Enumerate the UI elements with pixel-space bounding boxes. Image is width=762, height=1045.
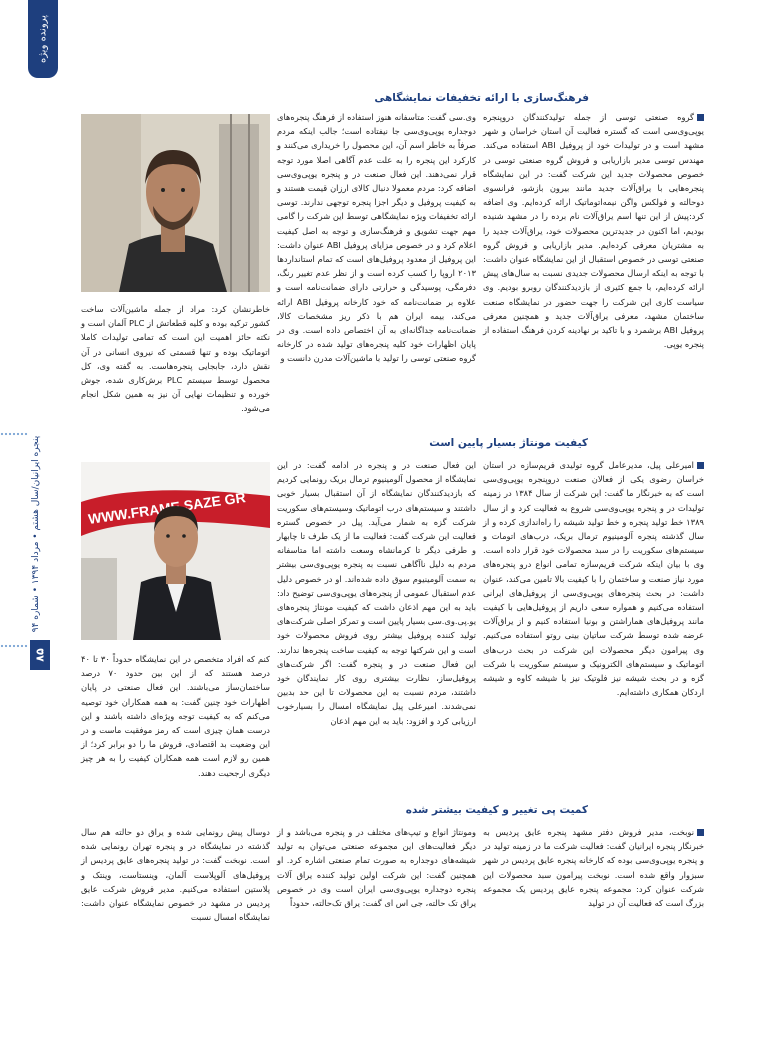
bullet-square-icon [697, 829, 704, 836]
paragraph: خاطرنشان کرد: مراد از جمله ماشین‌آلات ساخت کشور ترکیه بوده و کلیه قطعاتش از PLC آلمان است و نکته حائز اهمیت این است که تمامی تولیدات کاملا اتوماتیک بوده و تنها قسمتی که نیروی انسانی در آن نقش دارد، جابجایی پنجره‌هاست. به گفته وی، کل محصول توسط سیستم PLC برش‌کاری شده، جوش خورده و تنظیمات نهایی آن نیز به همین شکل انجام می‌شود. [81, 304, 271, 414]
section-tab-label: پرونده ویژه [37, 15, 49, 63]
paragraph: امیرعلی پیل، مدیرعامل گروه تولیدی فریم‌سازه در استان خراسان رضوی یکی از فعالان صنعت درو‌پنجره یوپی‌وی‌سی است که به خبرنگار ما گفت: این شرکت از سال ۱۳۸۴ در زمینه تولیدات در و پنجره یوپی‌وی‌سی شروع به فعالیت کرد و از سال ۱۳۸۹ خط تولید پنجره و خط تولید شیشه را راه‌اندازی کرده و از سال گذشته پنجره آلومینیوم ترمال بریک، درب‌های اتومات و سیستم‌های سکوریت را در سبد محصولات خود قرار داده است. وی با بیان اینکه شرکت فریم‌سازه تمامی انواع درو پنجره‌های مورد نیاز صنعت و ساختمان را با کیفیت بالا تامین می‌کند، عنوان داشت: در بحث پنجره‌های یوپی‌وی‌سی از پروفیل‌های ایرانی استفاده می‌کنیم و همواره سعی داریم از پروفیل‌هایی با کیفیت مانند پروفیل‌های هماراشتن و بونیا استفاده کنیم و از یراق‌آلات عرضه شده توسط شرکت ساتیان بینی روتو استفاده می‌کنیم. وی پیرامون دیگر محصولات این شرکت در بحث درب‌های اتوماتیک و سیستم‌های الکترونیک و سیستم سکوریت با شرکت گزه و در بحث شیشه نیز فلوتیک نیز با شیشه کاوه و شیشه اردکان همکاری داشته‌ایم. [483, 460, 704, 698]
article-column-left [81, 302, 270, 426]
paragraph: وی.سی گفت: متاسفانه هنوز استفاده از فرهنگ پنجره‌های دوجداره یوپی‌وی‌سی جا نیفتاده است؛ جالب اینکه مردم صرفاً به خاطر اسم آن، این محصول را خریداری می‌کنند و کارکرد این پنجره را به علت عدم آگاهی اصلا مورد توجه قرار نمی‌دهند. این فعال صنعت در و پنجره یوپی‌وی‌سی اضافه کرد: مردم معمولا دنبال کالای ارزان قیمت هستند و به کیفیت پروفیل و دیگر اجزا پنجره توجهی ندارند. توسی ارائه تخفیفات ویژه نمایشگاهی توسط این شرکت را گامی مهم جهت تشویق و فرهنگ‌سازی و توجه به اصل کیفیت اعلام کرد و در خصوص مزایای پروفیل ABI عنوان داشت: این پروفیل از معدود پروفیل‌های است که تمام استانداردها ۲۰۱۳ اروپا را کسب کرده است و از نظر عدم تغییر رنگ، دفرمگی، پوسیدگی و حرارتی دارای ضمانت‌نامه است و علاوه بر ضمانت‌نامه که خود کارخانه پروفیل ABI ارائه می‌کند، بیمه ایران هم با ذکر ریز مشخصات کالا، ضمانت‌نامه جداگانه‌ای به آن اختصاص داده است. وی در پایان اظهارات خود کلیه پنجره‌های تولید شده در کارخانه گروه صنعتی توسی را تولید با ماشین‌آلات مدرن دانست و [277, 112, 477, 364]
issue-line-text: پنجره ایرانیان/سال هشتم • مرداد ۱۳۹۴ • شماره ۹۴ [31, 435, 41, 633]
section-heading: کیفیت مونتاژ بسیار پایین است [429, 437, 588, 449]
paragraph: این فعال صنعت در و پنجره در ادامه گفت: در این نمایشگاه از محصول آلومینیوم ترمال بریک رونمایی کردیم که بازدیدکنندگان نمایشگاه از آن استقبال بسیار خوبی داشتند و سیستم‌های درب اتوماتیک وسیستم‌های سکوریت شرکت گزه به شمار می‌آید. پیل در خصوص گستره فعالیت این شرکت گفت: فعالیت ما از یک طرف تا چابهار و طرفی دیگر تا کرمانشاه وسعت داشته اما متاسفانه مردم به دلیل ناآگاهی نسبت به پنجره یوپی‌وی‌سی بیشتر به سمت آلومینیوم سوق داده شده‌اند. او در خصوص دلیل عدم استقبال عمومی از پنجره‌های یوپی‌وی‌سی توضیح داد: باید به این مهم اذعان داشت که کیفیت مونتاژ پنجره‌های یو.پی.وی.سی بسیار پایین است و تمرکز اصلی شرکت‌های تولید کننده پروفیل بیشتر روی فروش محصولات خود است و این شرکتها توجه به کیفیت ساخت پنجره‌ها ندارند. این فعال صنعت در و پنجره گفت: اگر شرکت‌های پروفیل‌ساز، نظارت بیشتری روی کار نمایندگان خود داشتند، مردم نسبت به این محصولات تا این حد بدبین نمی‌شدند. امیرعلی پیل نمایشگاه امسال را بسیارخوب ارزیابی کرد و افزود: باید به این مهم اذعان [277, 460, 476, 726]
section-heading: کمیت پی تغییر و کیفیت بیشتر شده [405, 804, 588, 816]
paragraph: نوبخت، مدیر فروش دفتر مشهد پنجره عایق پردیس به خبرنگار پنجره ایرانیان گفت: فعالیت شرکت ما در زمینه تولید در و پنجره یوپی‌وی‌سی بوده که کارخانه پنجره عایق پردیس در شهر سبزوار واقع شده است. نوبخت پیرامون سبد محصولات این شرکت عنوان کرد: مجموعه پنجره عایق پردیس یک مجموعه بزرگ است که فعالیت آن در تولید [483, 827, 704, 909]
article-column-left [81, 825, 270, 923]
portrait-image [81, 114, 270, 292]
article-column-middle [277, 458, 476, 790]
issue-line [30, 434, 42, 634]
article-column-right [483, 825, 704, 913]
article-column-right [483, 458, 704, 830]
portrait-photo [81, 114, 270, 292]
portrait-photo [81, 462, 270, 640]
section-tab [28, 0, 58, 78]
paragraph: ومونتاژ انواع و تیپ‌های مختلف در و پنجره می‌باشد و از دیگر فعالیت‌های این مجموعه صنعتی می‌توان به تولید شیشه‌های دوجداره به صورت تمام صنعتی اشاره کرد. او همچنین گفت: این شرکت اولین تولید کننده یراق آلات پنجره دوجداره یوپی‌وی‌سی ایران است وی در خصوص یراق تک حالته، جی اس ای گفت: یراق تک‌حالته، حدوداً [277, 827, 476, 909]
dotted-divider [0, 644, 28, 648]
bullet-square-icon [697, 114, 704, 121]
section-heading: فرهنگ‌سازی با ارائه تخفیفات نمایشگاهی [374, 92, 589, 104]
banner-text: WWW.FRAME SAZE GR [87, 489, 247, 527]
bullet-square-icon [697, 462, 704, 469]
article-column-left [81, 652, 270, 782]
dotted-divider [0, 432, 28, 436]
paragraph: کنم که افراد متخصص در این نمایشگاه حدوداً ۳۰ تا ۴۰ درصد هستند که از این بین حدود ۷۰ درصد ساختمان‌ساز می‌باشند. این فعال صنعتی در پایان اظهارات خود چنین گفت: به همه همکاران خود توصیه می‌کنم که به کیفیت توجه ویژه‌ای داشته باشند و این درست همان چیزی است که رمز موفقیت ماست و در این وضعیت بد اقتصادی، فروش ما را دو برابر کرد؛ از همین رو لازم است همه همکاران کیفیت را به هر چیز دیگری ارجحیت دهند. [81, 654, 270, 778]
article-column-middle [277, 825, 476, 913]
article-column-middle [277, 110, 476, 424]
portrait-image [81, 462, 270, 640]
paragraph: گروه صنعتی توسی از جمله تولیدکنندگان درو‌پنجره یوپی‌وی‌سی است که گستره فعالیت آن استان خراسان و شهر مشهد است و در تولیدات خود از پروفیل ABI استفاده می‌کند. مهندس توسی مدیر بازاریابی و فروش گروه صنعتی توسی در خصوص محصولات جدید این شرکت گفت: در این نمایشگاه پنجره‌هایی با یراق‌آلات جدید مانند بیرون بازشو، فرانسوی دوحالته و فولکس واگن نیمه‌اتوماتیک ارائه کرده‌ایم. وی اضافه کرد:پیش از این تنها اسم یراق‌آلات نام برده را در مشهد شنیده بودیم، اما اکنون در جدیدترین محصولات خود، یراق‌آلات جدید را به مشتریان معرفی کرده‌ایم. مدیر بازاریابی و فروش گروه صنعتی توسی در خصوص استقبال از این نمایشگاه عنوان داشت: با توجه به اینکه ارسال محصولات جدیدی نسبت به سال‌های پیش ارائه کرده‌ایم، با جمع کثیری از بازدیدکنندگان روبرو بودیم. وی سیاست کاری این شرکت را جهت حضور در نمایشگاه صنعت ساختمان مشهد، معرفی یراق‌آلات جدید و همچنین معرفی پروفیل ABI برشمرد و با تاکید بر نهادینه کردن فرهنگ استفاده از پنجره یوپی. [483, 112, 704, 350]
article-column-right [483, 110, 704, 424]
page-number-badge [30, 640, 50, 670]
paragraph: دوسال پیش رونمایی شده و یراق دو حالته هم سال گذشته در نمایشگاه در و پنجره تهران رونمایی شده است. نوبخت گفت: در تولید پنجره‌های عایق پردیس از پروفیل‌های آلوپلاست آلمان، وینستاست، وینتک و پلاستین استفاده می‌کنیم. مدیر فروش شرکت عایق پردیس در مشهد در خصوص نمایشگاه عنوان داشت: نمایشگاه امسال نسبت [81, 827, 270, 923]
page-number: ۸۵ [33, 648, 47, 662]
